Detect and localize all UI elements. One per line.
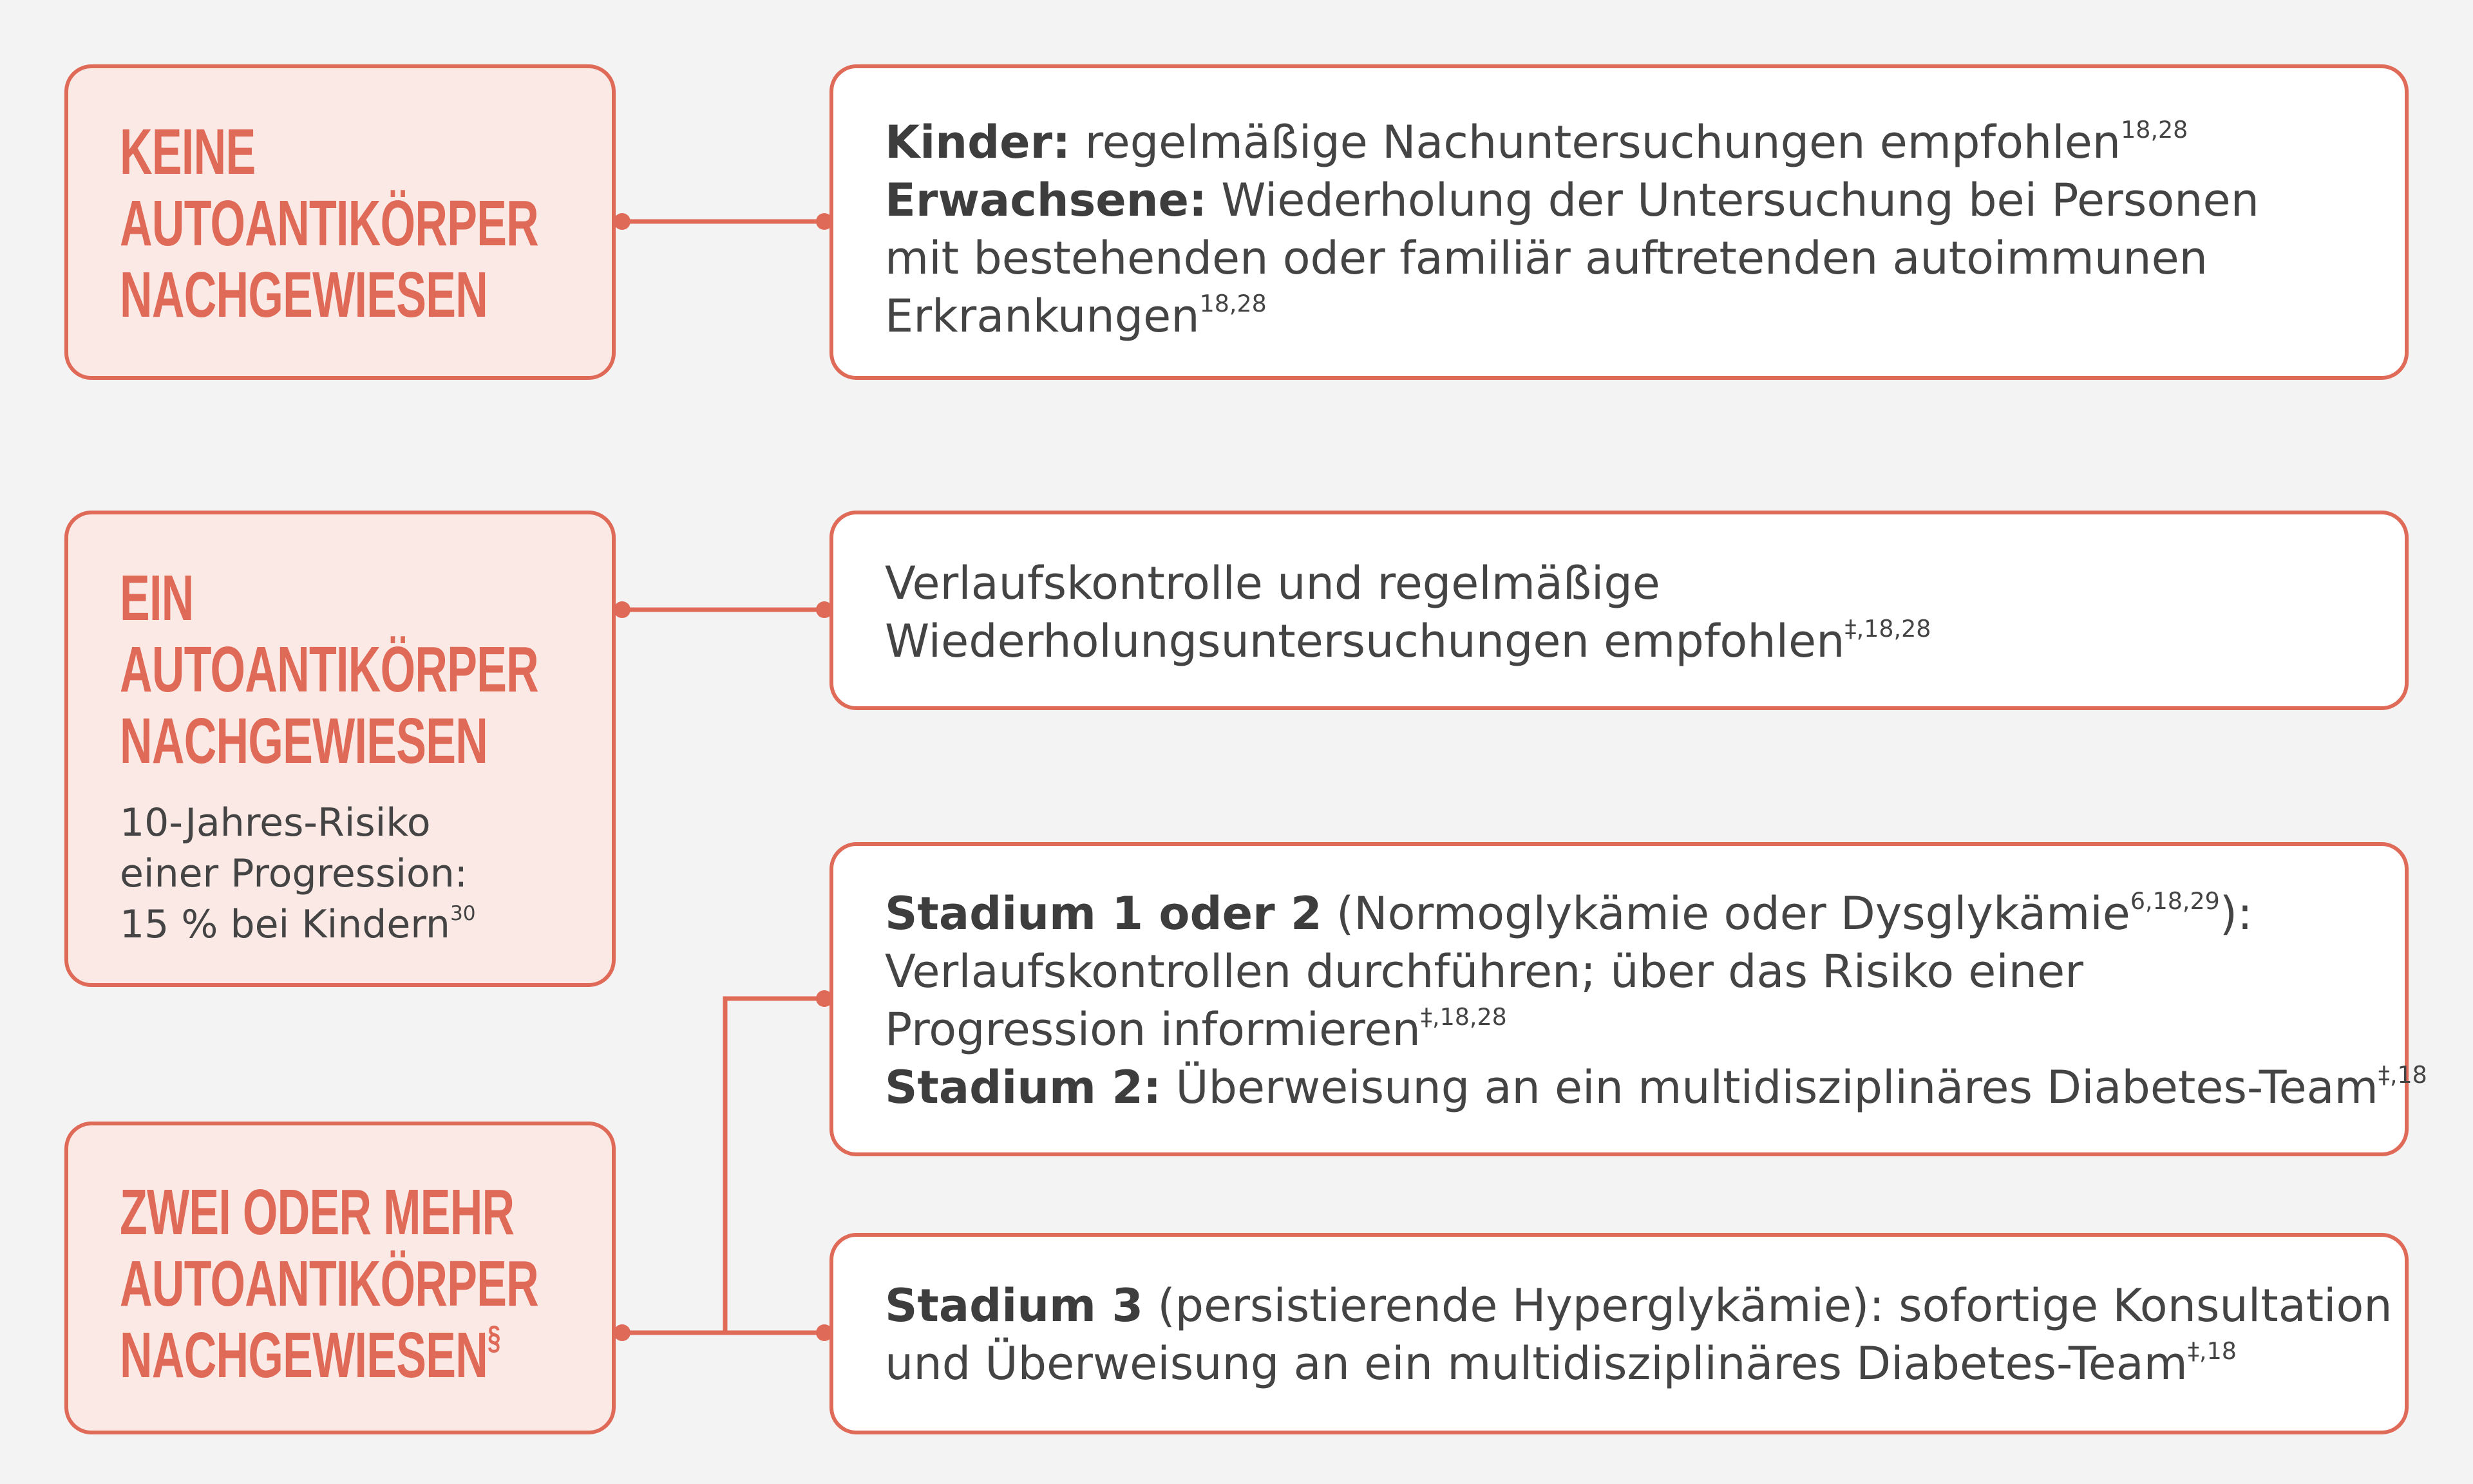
- recommendation-stage-1-2: [829, 842, 2427, 1156]
- connector-dot: [614, 213, 630, 230]
- connector-two-to-stage12: [725, 999, 824, 1333]
- node-two-or-more-autoantibodies: [64, 1122, 616, 1434]
- node-title: EIN AUTOANTIKÖRPER NACHGEWIESEN: [120, 562, 539, 777]
- node-title: ZWEI ODER MEHR AUTOANTIKÖRPER NACHGEWIESEN§: [120, 1176, 539, 1391]
- recommendation-no-autoantibodies: [829, 64, 2409, 380]
- node-title: KEINE AUTOANTIKÖRPER NACHGEWIESEN: [120, 116, 539, 331]
- connector-dot: [614, 1324, 630, 1341]
- risk-note: 10-Jahres-Risiko einer Progression: 15 % bei Kindern$^{30}$: [120, 800, 476, 947]
- recommendation-text: Kinder: regelmäßige Nachuntersuchungen empfohlen$^{18,28}$ Erwachsene: Wiederholung der Untersuchung bei Personen mit bestehenden oder familiär auftretenden autoimmunen Erkrankungen$^{18,28}$: [885, 116, 2259, 343]
- node-no-autoantibodies: [64, 64, 616, 380]
- recommendation-text: Stadium 3 (persistierende Hyperglykämie): sofortige Konsultation und Überweisung an ein multidisziplinäres Diabetes-Team$^{\ddagger,18}$: [885, 1279, 2392, 1390]
- recommendation-stage-3: [829, 1233, 2409, 1434]
- recommendation-text: Verlaufskontrolle und regelmäßige Wiederholungsuntersuchungen empfohlen$^{\ddagger,18,28}$: [885, 557, 1931, 668]
- connector-dot: [614, 601, 630, 618]
- recommendation-text: Stadium 1 oder 2 (Normoglykämie oder Dysglykämie$^{6,18,29}$): Verlaufskontrollen durchführen; über das Risiko einer Progression informieren$^{\ddagger,18,28}$ Stadium 2: Überweisung an ein multidisziplinäres Diabetes-Team$^{\ddagger,18}$: [885, 887, 2427, 1114]
- node-one-autoantibody: [64, 511, 616, 987]
- recommendation-one-autoantibody: [829, 511, 2409, 710]
